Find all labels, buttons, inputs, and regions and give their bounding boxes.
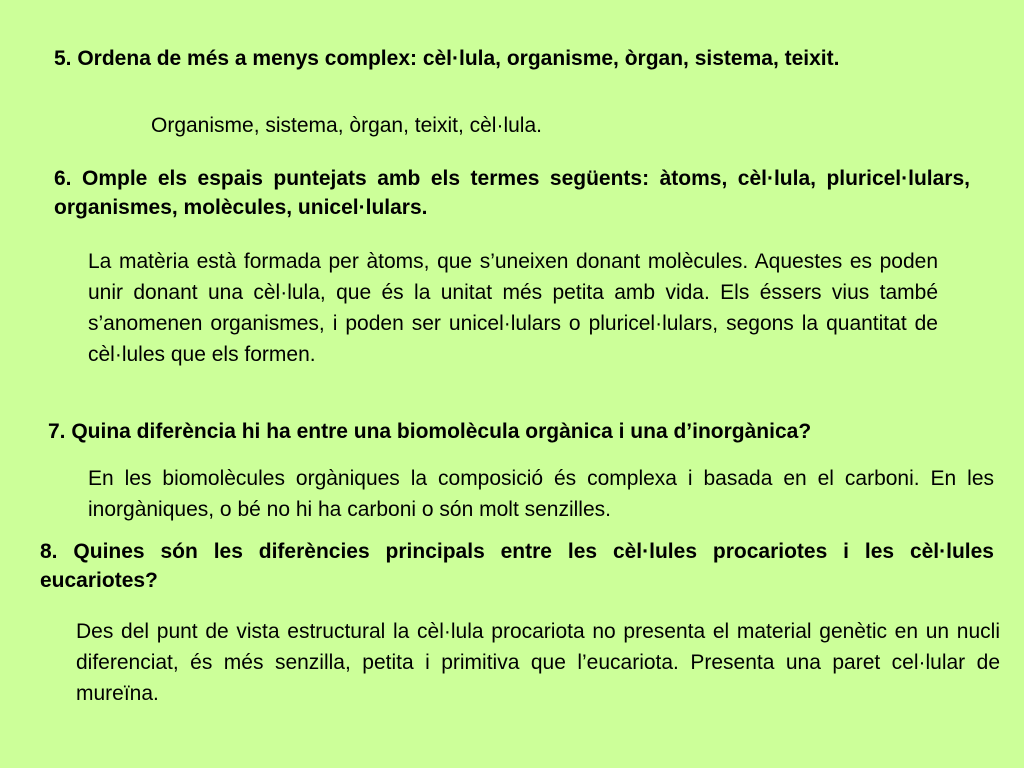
answer-7: En les biomolècules orgàniques la composició és complexa i basada en el carboni. En les inorgàniques, o bé no hi ha carboni o són molt senzilles. [88, 467, 994, 521]
question-7: 7. Quina diferència hi ha entre una biomolècula orgànica i una d’inorgànica? [48, 420, 812, 443]
answer-5: Organisme, sistema, òrgan, teixit, cèl·lula. [151, 114, 542, 137]
answer-8: Des del punt de vista estructural la cèl·lula procariota no presenta el material genètic en un nucli diferenciat, és més senzilla, petita i primitiva que l’eucariota. Presenta una paret cel·lular de mureïna. [76, 620, 1000, 705]
answer-6: La matèria està formada per àtoms, que s’uneixen donant molècules. Aquestes es poden unir donant una cèl·lula, que és la unitat més petita amb vida. Els éssers vius també s’anomenen organismes, i poden ser unicel·lulars o pluricel·lulars, segons la quantitat de cèl·lules que els formen. [88, 250, 938, 366]
question-8: 8. Quines són les diferències principals entre les cèl·lules procariotes i les cèl·lules eucariotes? [40, 540, 994, 592]
question-5: 5. Ordena de més a menys complex: cèl·lula, organisme, òrgan, sistema, teixit. [54, 47, 840, 70]
question-6: 6. Omple els espais puntejats amb els termes següents: àtoms, cèl·lula, pluricel·lulars, organismes, molècules, unicel·lulars. [54, 167, 970, 219]
